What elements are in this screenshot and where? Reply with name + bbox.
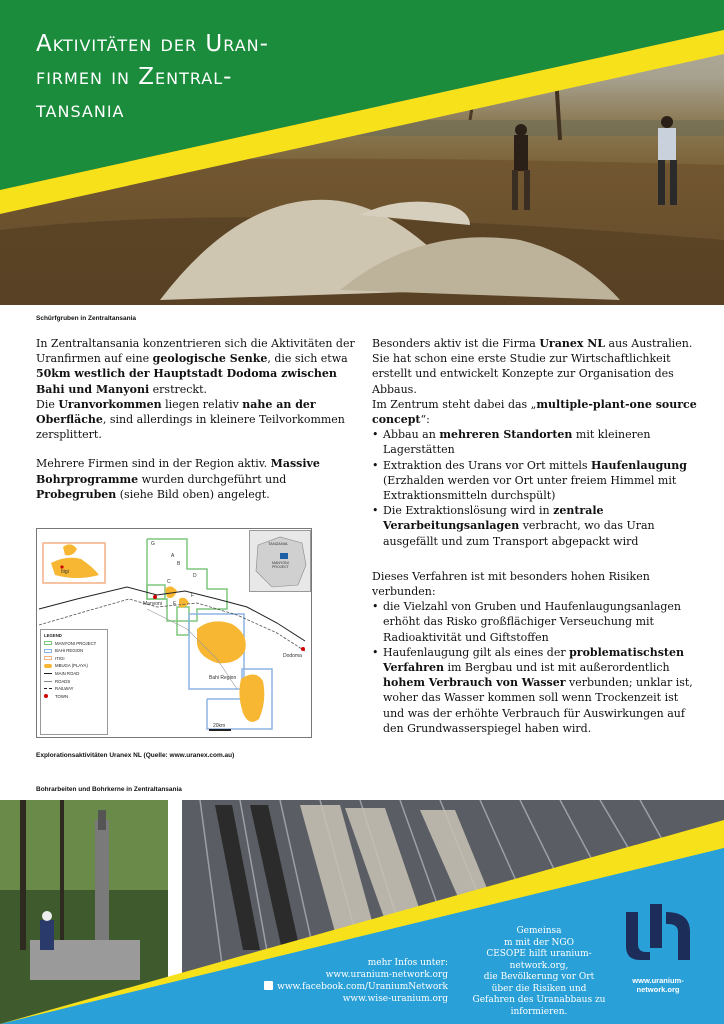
legend-label: MAIN ROAD (55, 670, 80, 676)
map-block-d: D (193, 573, 197, 579)
inset-project: MANYONI PROJECT (272, 561, 289, 569)
map-block-e: E (173, 601, 177, 607)
legend-item (44, 663, 104, 668)
list-item: • Die Extraktionslösung wird in zentrale Verarbeitungsanlagen verbracht, wo das Uran ausgefällt und zum Transport abgepackt wird (372, 503, 698, 549)
legend-swatch (44, 656, 52, 660)
left-paragraph-3: Mehrere Firmen sind in der Region aktiv. Massive Bohrprogramme wurden durchgeführt und Probegruben (siehe Bild oben) angelegt. (36, 457, 320, 501)
title-line-2: firmen in Zentral- (36, 64, 233, 90)
map-block-a: A (171, 553, 175, 559)
legend-item (44, 641, 104, 646)
legend-label: ITIGI (55, 655, 65, 661)
risk-list (372, 599, 698, 736)
legend-label: MBUGA (PLAYA) (55, 663, 88, 669)
link-facebook[interactable]: www.facebook.com/UraniumNetwork (277, 982, 448, 992)
legend-label: MANYONI PROJECT (55, 640, 97, 646)
uranium-network-logo (620, 904, 696, 960)
legend-label: BAHI REGION (55, 648, 84, 654)
logo-url[interactable]: www.uranium- network.org (632, 976, 684, 994)
legend-item (44, 686, 104, 691)
legend-item (44, 656, 104, 661)
left-paragraph-2: Die Uranvorkommen liegen relativ nahe an der Oberfläche, sind allerdings in kleinere Teilvorkommen zersplittert. (36, 397, 345, 442)
list-item: • Extraktion des Urans vor Ort mittels Haufenlaugung (Erzhalden werden vor Ort unter freiem Himmel mit Extraktionsmitteln durchspült) (372, 458, 698, 504)
page-title (36, 28, 396, 127)
legend-item (44, 648, 104, 653)
legend-label: RAILWAY (55, 686, 74, 692)
link-uranium-network[interactable]: www.uranium-network.org (325, 969, 448, 980)
legend-swatch (44, 694, 48, 698)
map-block-g: G (151, 541, 155, 547)
list-item: • die Vielzahl von Gruben und Haufenlaugungsanlagen erhöht das Risko großflächiger Verseuchung mit Radioaktivität und Giftstoffen (372, 599, 698, 645)
map-block-f: F (191, 593, 195, 599)
top-banner (0, 0, 724, 305)
map-block-b: B (177, 561, 181, 567)
thumbs-up-icon (264, 981, 273, 990)
legend-label: ROADS (55, 678, 71, 684)
map-scale: 20km (213, 723, 226, 729)
legend-item (44, 694, 104, 699)
map-inset (249, 530, 311, 592)
title-line-1: Aktivitäten der Uran- (36, 31, 269, 57)
map-legend (40, 629, 108, 735)
legend-swatch (44, 673, 52, 674)
caption-map: Explorationsaktivitäten Uranex NL (Quelle: www.uranex.com.au) (36, 752, 235, 759)
title-line-3: tansania (36, 97, 125, 123)
right-paragraph-3: Dieses Verfahren ist mit besonders hohen Risiken verbunden: (372, 569, 650, 599)
map-label-dodoma: Dodoma (283, 653, 302, 659)
map-label-manyoni: Manyoni (143, 601, 162, 607)
legend-swatch (44, 688, 52, 689)
facebook-row[interactable] (240, 981, 448, 994)
link-wise-uranium[interactable]: www.wise-uranium.org (342, 993, 448, 1004)
exploration-map (36, 528, 312, 738)
right-paragraph-1: Besonders aktiv ist die Firma Uranex NL aus Australien. Sie hat schon eine erste Studie zur Wirtschaftlichkeit erstellt und entwickelt Konzepte zur Organisation des Abbaus. (372, 337, 693, 396)
legend-swatch (44, 649, 52, 653)
map-label-bahi: Bahi Region (209, 675, 237, 681)
left-paragraph-1: In Zentraltansania konzentrieren sich die Aktivitäten der Uranfirmen auf eine geologische Senke, die sich etwa 50km westlich der Hauptstadt Dodoma zwischen Bahi und Manyoni erstreckt. (36, 337, 355, 396)
caption-bottom-photo: Bohrarbeiten und Bohrkerne in Zentraltansania (36, 786, 182, 793)
caption-top-photo: Schürfgruben in Zentraltansania (36, 315, 137, 322)
legend-title: LEGEND (44, 633, 62, 638)
legend-swatch (44, 681, 52, 682)
more-info-block (240, 958, 448, 1005)
more-info-heading: mehr Infos unter: (367, 958, 448, 968)
map-block-c: C (167, 579, 171, 585)
concept-list (372, 427, 698, 549)
legend-item (44, 679, 104, 684)
right-column (372, 336, 698, 736)
map-label-itigi: Itigi (61, 569, 69, 575)
left-column (36, 336, 356, 502)
inset-country: TANZANIA (268, 541, 288, 546)
legend-swatch (44, 641, 52, 645)
list-item: • Haufenlaugung gilt als eines der problematischsten Verfahren im Bergbau und ist mit außerordentlich hohem Verbrauch von Wasser verbunden; unklar ist, woher das Wasser kommen soll wenn Trockenzeit ist und was der erhöhte Verbrauch für Auswirkungen auf den Grundwasserspiegel haben wird. (372, 645, 698, 736)
right-paragraph-2: Im Zentrum steht dabei das „multiple-plant-one source concept“: (372, 397, 697, 427)
legend-swatch (44, 664, 52, 668)
partner-block: Gemeinsa m mit der NGO CESOPE hilft uranium- network.org, die Bevölkerung vor Ort über die Risiken und Gefahren des Uranabbaus zu informieren. (472, 926, 606, 1017)
list-item: • Abbau an mehreren Standorten mit kleineren Lagerstätten (372, 427, 698, 457)
legend-item (44, 671, 104, 676)
legend-label: TOWN (55, 693, 69, 699)
